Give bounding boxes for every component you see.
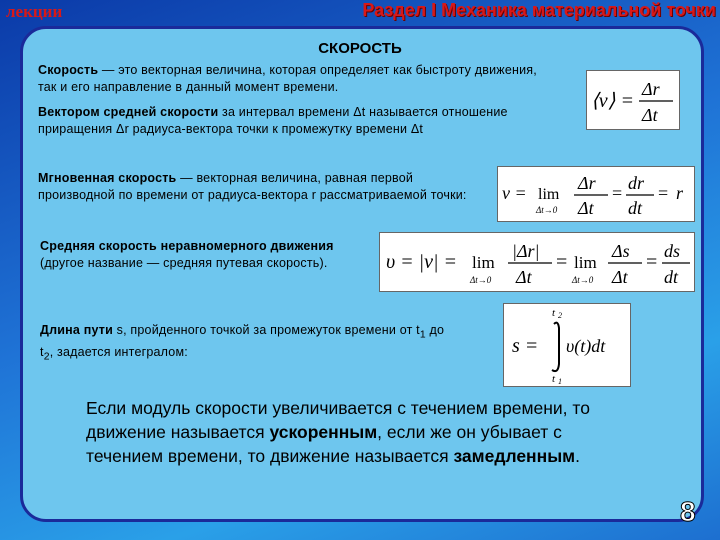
formula-average-velocity bbox=[586, 70, 680, 130]
f3-lhs: υ = |v| = bbox=[386, 251, 458, 273]
header-lectures: лекции bbox=[6, 2, 63, 21]
path-length-sub1: 1 bbox=[419, 329, 426, 341]
f2-limsub: Δt→0 bbox=[536, 205, 558, 215]
f3-limsub: Δt→0 bbox=[470, 275, 492, 285]
definition-path-length bbox=[40, 322, 445, 365]
f2-rhs: r bbox=[676, 183, 684, 203]
definition-velocity-text: — это векторная величина, которая определяет как быстроту движения, так и его направление в данный момент времени. bbox=[38, 63, 537, 94]
f3-den2: Δt bbox=[612, 267, 628, 287]
f2-den: Δt bbox=[578, 198, 594, 218]
formula-path-length bbox=[503, 303, 631, 387]
f2-lhs: v = bbox=[502, 183, 527, 203]
definition-velocity bbox=[38, 62, 538, 96]
definition-mean-speed bbox=[40, 238, 360, 272]
term-accelerated: ускоренным bbox=[269, 422, 378, 442]
definition-instant-velocity-text: — векторная величина, равная первой производной по времени от радиуса-вектора r рассматриваемой точки: bbox=[38, 171, 467, 202]
term-instant-velocity: Мгновенная скорость bbox=[38, 171, 177, 185]
term-path-length: Длина пути bbox=[40, 323, 113, 337]
integral-sign-icon bbox=[552, 323, 559, 371]
term-velocity: Скорость bbox=[38, 63, 99, 77]
f3-eq3: = bbox=[646, 251, 658, 273]
f4-lhs: s = bbox=[512, 335, 539, 357]
note-text-b: , если же он убывает с течением времени, то движение называется bbox=[86, 422, 562, 466]
f3-num3: ds bbox=[664, 241, 681, 261]
f1-num: Δr bbox=[642, 79, 660, 99]
f3-eq2: = bbox=[556, 251, 568, 273]
header-section-title: Раздел I Механика материальной точки bbox=[362, 0, 716, 20]
term-decelerated: замедленным bbox=[453, 446, 576, 466]
f4-upper: t bbox=[552, 307, 556, 319]
definition-average-velocity-text: за интервал времени Δt называется отношение приращения Δr радиуса-вектора точки к промежутку времени Δt bbox=[38, 105, 508, 136]
term-mean-speed: Средняя скорость неравномерного движения bbox=[40, 239, 334, 253]
path-length-sub2: 2 bbox=[43, 351, 50, 362]
definition-instant-velocity bbox=[38, 170, 468, 204]
f2-lim: lim bbox=[538, 186, 560, 203]
path-length-text-a: s, пройденного точкой за промежуток времени от t bbox=[112, 323, 420, 337]
f3-lim: lim bbox=[472, 253, 495, 272]
path-length-text-b: , задается интегралом: bbox=[49, 344, 188, 359]
path-length-text-mid: до t bbox=[40, 323, 445, 359]
definition-average-velocity bbox=[38, 104, 563, 138]
formula-instant-velocity bbox=[497, 166, 695, 222]
f2-eq3: = bbox=[658, 183, 669, 203]
f1-lhs: ⟨v⟩ = bbox=[591, 90, 634, 112]
f4-lower: t bbox=[552, 373, 556, 385]
acceleration-note bbox=[86, 396, 626, 468]
f1-den: Δt bbox=[642, 105, 658, 125]
f4-integrand: υ(t)dt bbox=[566, 336, 606, 356]
f4-lower-sub: 1 bbox=[558, 377, 562, 386]
note-text-c: . bbox=[575, 446, 580, 466]
formula-mean-speed bbox=[379, 232, 695, 292]
f4-upper-sub: 2 bbox=[558, 311, 562, 320]
f2-eq2: = bbox=[612, 183, 623, 203]
f3-lim2: lim bbox=[574, 253, 597, 272]
slide-title: СКОРОСТЬ bbox=[318, 40, 402, 57]
f3-num2: Δs bbox=[612, 241, 630, 261]
definition-mean-speed-text: (другое название — средняя путевая скорость). bbox=[40, 256, 328, 270]
page-number: 8 bbox=[680, 496, 696, 527]
f2-num2: dr bbox=[628, 173, 645, 193]
f3-den: Δt bbox=[516, 267, 532, 287]
f3-den3: dt bbox=[664, 267, 679, 287]
note-text-a: Если модуль скорости увеличивается с течением времени, то движение называется bbox=[86, 398, 590, 442]
f2-num: Δr bbox=[578, 173, 596, 193]
f3-limsub2: Δt→0 bbox=[572, 275, 594, 285]
f2-den2: dt bbox=[628, 198, 643, 218]
term-average-velocity: Вектором средней скорости bbox=[38, 105, 219, 119]
f3-num: |Δr| bbox=[512, 241, 540, 261]
